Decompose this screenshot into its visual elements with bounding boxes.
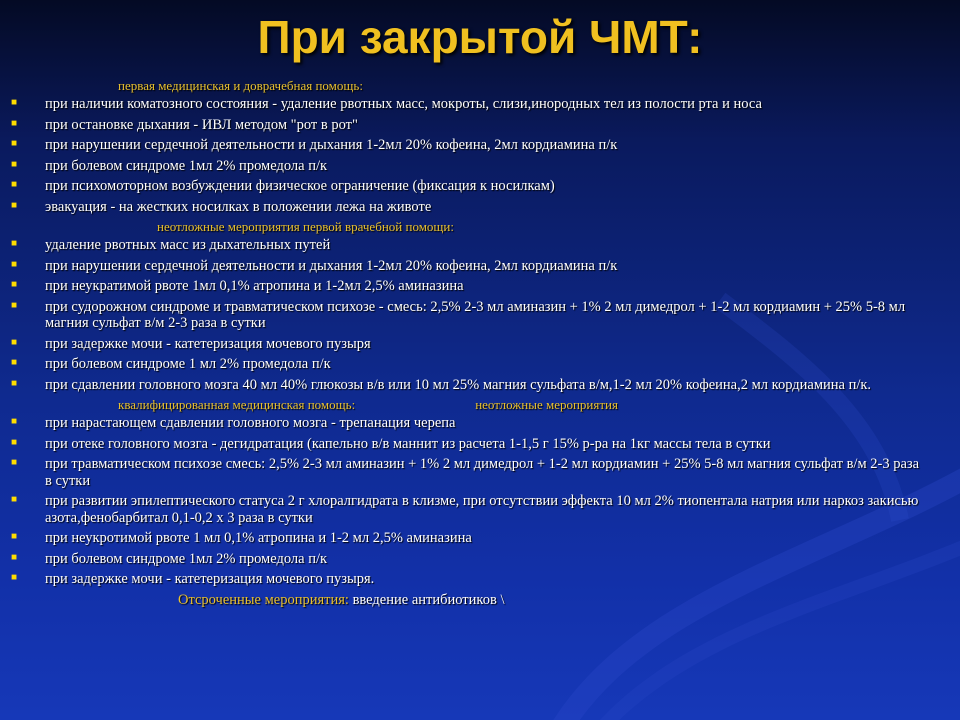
section-heading-qualified bbox=[0, 397, 940, 413]
bullet-icon: ■ bbox=[11, 97, 18, 108]
list-item: ■ при остановке дыхания - ИВЛ методом "рот в рот" bbox=[11, 116, 358, 133]
list-item: ■ удаление рвотных масс из дыхательных путей bbox=[11, 237, 331, 253]
bullet-icon: ■ bbox=[11, 416, 18, 427]
bullet-icon: ■ bbox=[11, 179, 18, 190]
list-item: ■ при сдавлении головного мозга 40 мл 40% глюкозы в/в или 10 мл 25% магния сульфата в/м,1-2 мл 20% кофеина,2 мл кордиамина п/к. bbox=[11, 376, 872, 393]
bullet-icon: ■ bbox=[11, 238, 18, 249]
bullet-icon: ■ bbox=[11, 572, 18, 583]
list-item: ■ при развитии эпилептического статуса 2 г хлоралгидрата в клизме, при отсутствии эффекта 10 мл 2% тиопентала натрия или наркоз закисью азота,фенобарбитал 0,1-0,2 х 3 раза в сутки bbox=[11, 493, 919, 526]
list-item: ■ при нарушении сердечной деятельности и дыхания 1-2мл 20% кофеина, 2мл кордиамина п/к bbox=[11, 137, 618, 153]
section-heading-delayed bbox=[0, 592, 940, 608]
section-heading-first-medical: неотложные мероприятия первой врачебной помощи: bbox=[157, 219, 455, 234]
list-item: ■ при отеке головного мозга - дегидратация (капельно в/в маннит из расчета 1-1,5 г 15% р-ра на 1кг массы тела в сутки bbox=[11, 435, 771, 452]
page-title: При закрытой ЧМТ: bbox=[257, 11, 703, 63]
delayed-measures-label: Отсроченные мероприятия: bbox=[178, 591, 349, 608]
list-item: ■ при болевом синдроме 1мл 2% промедола п/к bbox=[11, 157, 328, 174]
bullet-icon: ■ bbox=[11, 531, 18, 542]
list-item: ■ при травматическом психозе смесь: 2,5% 2-3 мл аминазин + 1% 2 мл димедрол + 1-2 мл кордиамин + 25% 5-8 мл магния сульфат в/м 2-3 раза в сутки bbox=[11, 456, 920, 489]
bullet-icon: ■ bbox=[11, 299, 18, 311]
bullet-icon: ■ bbox=[11, 258, 18, 270]
list-item: ■ при психомоторном возбуждении физическое ограничение (фиксация к носилкам) bbox=[11, 178, 555, 194]
list-item: ■ при задержке мочи - катетеризация мочевого пузыря bbox=[11, 335, 371, 352]
qualified-care-label: квалифицированная медицинская помощь: bbox=[118, 397, 356, 412]
list-item: ■ эвакуация - на жестких носилках в положении лежа на животе bbox=[11, 198, 432, 215]
bullet-icon: ■ bbox=[11, 377, 18, 389]
list-item: ■ при болевом синдроме 1мл 2% промедола п/к bbox=[11, 550, 328, 567]
content-body bbox=[0, 78, 940, 610]
list-item: ■ при неукратимой рвоте 1мл 0,1% атропина и 1-2мл 2,5% аминазина bbox=[11, 278, 464, 294]
bullet-icon: ■ bbox=[11, 336, 18, 348]
list-item: ■ при нарушении сердечной деятельности и дыхания 1-2мл 20% кофеина, 2мл кордиамина п/к bbox=[11, 257, 618, 274]
bullet-icon: ■ bbox=[11, 494, 18, 505]
delayed-measures-text: введение антибиотиков \ bbox=[348, 591, 505, 608]
bullet-icon: ■ bbox=[11, 158, 18, 170]
bullet-icon: ■ bbox=[11, 357, 18, 368]
list-item: ■ при судорожном синдроме и травматическом психозе - смесь: 2,5% 2-3 мл аминазин + 1% 2 мл димедрол + 1-2 мл кордиамин + 25% 5-8 мл магния сульфат в/м 2-3 раза в сутки bbox=[11, 298, 906, 331]
bullet-icon: ■ bbox=[11, 457, 18, 468]
bullet-icon: ■ bbox=[11, 117, 18, 129]
bullet-icon: ■ bbox=[11, 551, 18, 563]
list-item: ■ при болевом синдроме 1 мл 2% промедола п/к bbox=[11, 356, 331, 372]
list-item: ■ при нарастающем сдавлении головного мозга - трепанация черепа bbox=[11, 415, 456, 431]
bullet-icon: ■ bbox=[11, 199, 18, 211]
section-heading-first-aid: первая медицинская и доврачебная помощь: bbox=[118, 78, 363, 93]
bullet-icon: ■ bbox=[11, 138, 18, 149]
bullet-icon: ■ bbox=[11, 279, 18, 290]
urgent-measures-label: неотложные мероприятия bbox=[475, 397, 618, 412]
list-item: ■ при задержке мочи - катетеризация мочевого пузыря. bbox=[11, 571, 375, 587]
list-item: ■ при наличии коматозного состояния - удаление рвотных масс, мокроты, слизи,инородных тел из полости рта и носа bbox=[11, 96, 762, 112]
list-item: ■ при неукротимой рвоте 1 мл 0,1% атропина и 1-2 мл 2,5% аминазина bbox=[11, 530, 472, 546]
bullet-icon: ■ bbox=[11, 436, 18, 448]
